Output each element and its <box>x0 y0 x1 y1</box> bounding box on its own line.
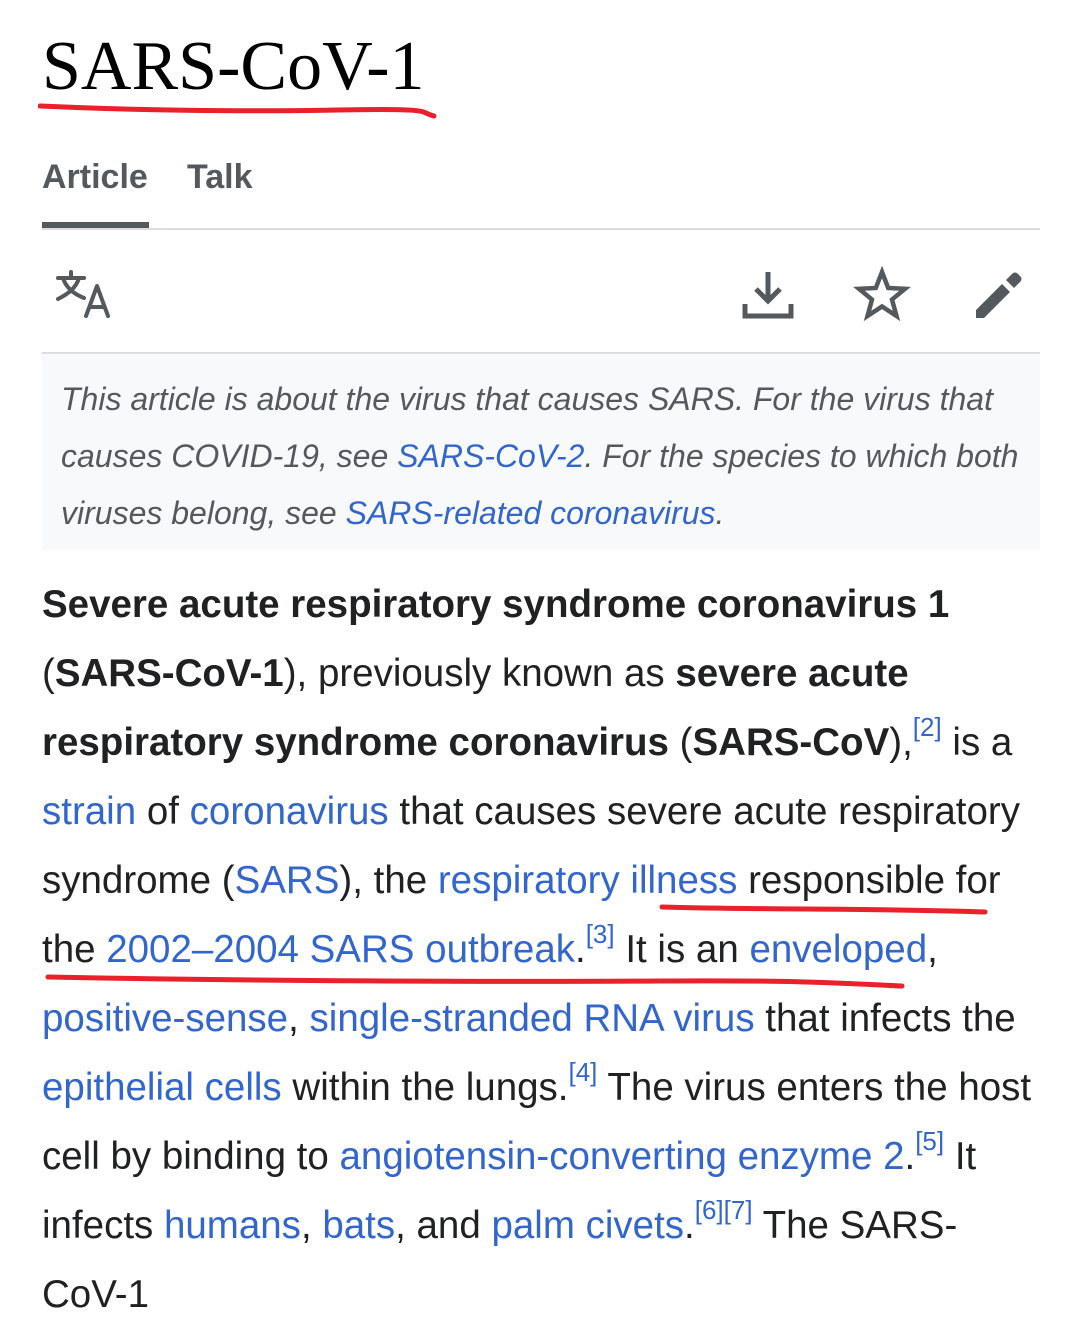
hatnote-text: . <box>715 495 725 531</box>
link-enveloped[interactable]: enveloped <box>749 928 928 971</box>
text: , <box>288 997 310 1040</box>
link-coronavirus[interactable]: coronavirus <box>189 790 389 833</box>
text: ( <box>42 652 55 695</box>
text: ), the <box>339 859 438 902</box>
lead-paragraph <box>42 570 1040 1329</box>
text: The virus enters the host cell by binding to <box>42 1066 1032 1178</box>
link-sars[interactable]: SARS <box>234 859 340 902</box>
pencil-icon[interactable] <box>968 266 1028 326</box>
download-icon[interactable] <box>738 266 798 326</box>
text: responsible for the <box>42 859 1001 971</box>
reference-7[interactable]: [7] <box>723 1195 753 1226</box>
tab-article[interactable]: Article <box>42 158 148 196</box>
link-strain[interactable]: strain <box>42 790 137 833</box>
text: It is an <box>614 928 750 971</box>
hatnote <box>42 355 1040 550</box>
link-respiratory-illness[interactable]: respiratory illness <box>437 859 738 902</box>
link-ace2[interactable]: angiotensin-converting enzyme 2 <box>339 1135 905 1178</box>
page-title: SARS-CoV-1 <box>42 28 425 105</box>
reference-4[interactable]: [4] <box>568 1057 598 1088</box>
translate-icon[interactable] <box>54 266 114 326</box>
text: ), previously known as <box>283 652 676 695</box>
text: is a <box>941 721 1013 764</box>
link-sars-outbreak[interactable]: 2002–2004 SARS outbreak <box>106 928 575 971</box>
text: , <box>300 1204 323 1247</box>
text: of <box>136 790 190 833</box>
bold-term: SARS-CoV-1 <box>54 652 284 695</box>
text: . <box>684 1204 695 1247</box>
tab-talk[interactable]: Talk <box>187 158 253 196</box>
link-bats[interactable]: bats <box>322 1204 396 1247</box>
active-tab-indicator <box>42 222 149 228</box>
text: ), <box>889 721 913 764</box>
text: It infects <box>42 1135 977 1247</box>
link-single-stranded-rna-virus[interactable]: single-stranded RNA virus <box>309 997 755 1040</box>
reference-6[interactable]: [6] <box>694 1195 724 1226</box>
text: The SARS-CoV-1 <box>42 1204 958 1316</box>
link-positive-sense[interactable]: positive-sense <box>42 997 289 1040</box>
bold-term: Severe acute respiratory syndrome coronavirus 1 <box>42 583 950 626</box>
reference-3[interactable]: [3] <box>585 919 615 950</box>
reference-5[interactable]: [5] <box>915 1126 945 1157</box>
link-sars-cov-2[interactable]: SARS-CoV-2 <box>397 438 585 474</box>
link-sars-related-coronavirus[interactable]: SARS-related coronavirus <box>345 495 716 531</box>
text: within the lungs. <box>281 1066 569 1109</box>
text: . <box>575 928 586 971</box>
text: . <box>904 1135 916 1178</box>
text: that causes severe acute respiratory syndrome ( <box>42 790 1020 902</box>
bold-term: SARS-CoV <box>692 721 890 764</box>
text: , <box>927 928 938 971</box>
hatnote-text: This article is about the virus that causes SARS. For the virus that causes COVID-19, see <box>61 381 993 474</box>
reference-2[interactable]: [2] <box>912 712 942 743</box>
page-actions-toolbar <box>42 258 1040 354</box>
text: that infects the <box>754 997 1016 1040</box>
text: ( <box>668 721 693 764</box>
bold-term: severe acute respiratory syndrome coronavirus <box>42 652 909 764</box>
page-tabs <box>42 150 1040 230</box>
link-epithelial-cells[interactable]: epithelial cells <box>42 1066 282 1109</box>
link-humans[interactable]: humans <box>163 1204 301 1247</box>
title-underline-annotation <box>38 92 438 122</box>
text: , and <box>395 1204 492 1247</box>
star-icon[interactable] <box>852 266 912 326</box>
link-palm-civets[interactable]: palm civets <box>491 1204 685 1247</box>
hatnote-text: . For the species to which both viruses belong, see <box>61 438 1019 531</box>
